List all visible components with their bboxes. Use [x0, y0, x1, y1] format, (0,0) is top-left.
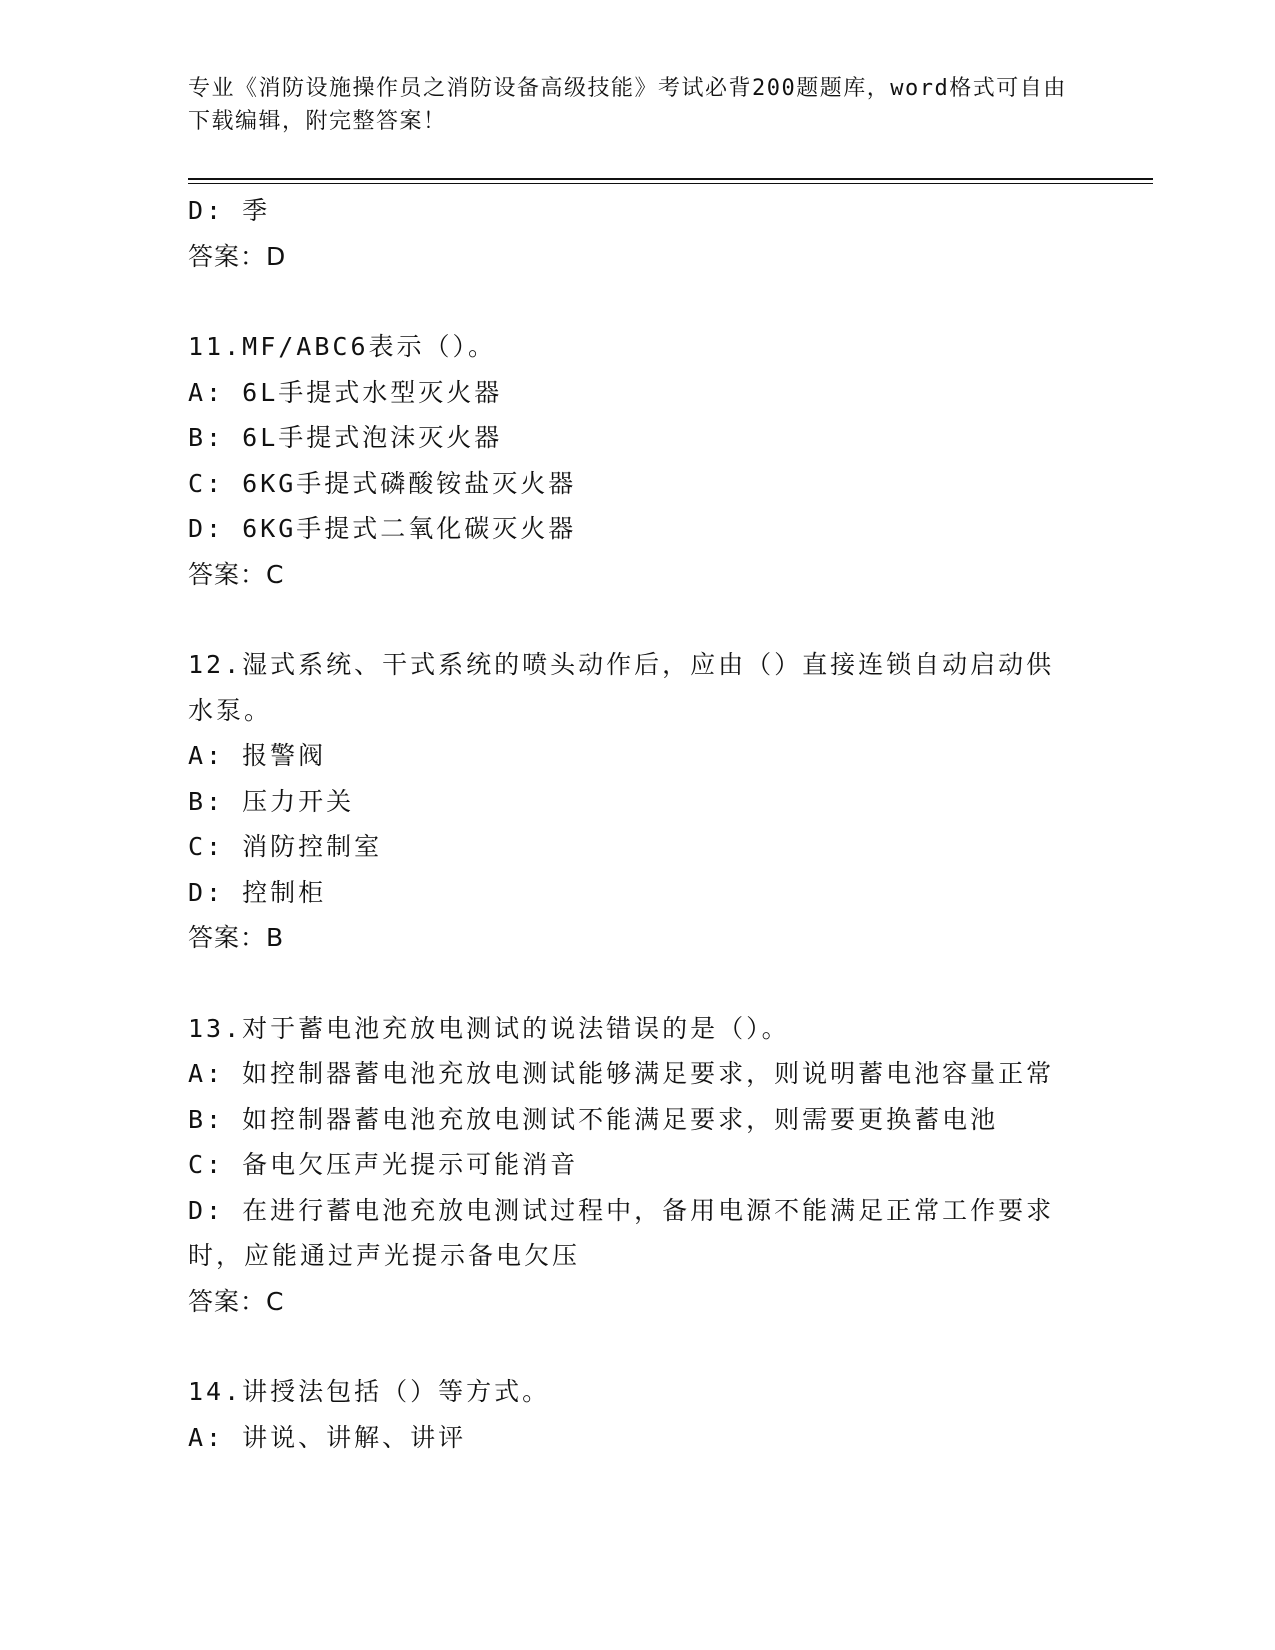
answer-line: 答案：B — [188, 923, 285, 952]
question-content — [188, 188, 1088, 1460]
option-d: D: 季 — [188, 196, 271, 225]
option-a: A: 6L手提式水型灭火器 — [188, 377, 503, 407]
option-c: C: 6KG手提式磷酸铵盐灭火器 — [188, 468, 577, 498]
question-11 — [188, 324, 1078, 597]
spacer — [188, 961, 1088, 1006]
option-a: A: 如控制器蓄电池充放电测试能够满足要求，则说明蓄电池容量正常 — [188, 1059, 1055, 1088]
question-stem: 12.湿式系统、干式系统的喷头动作后，应由（）直接连锁自动启动供水泵。 — [188, 650, 1055, 725]
spacer — [188, 597, 1088, 642]
option-b: B: 压力开关 — [188, 786, 355, 816]
answer-line: 答案：D — [188, 241, 287, 271]
spacer — [188, 279, 1088, 324]
option-c: C: 消防控制室 — [188, 832, 383, 861]
document-header: 专业《消防设施操作员之消防设备高级技能》考试必背200题题库，word格式可自由下载编辑，附完整答案！ — [188, 76, 1067, 134]
question-12 — [188, 642, 1078, 961]
option-a: A: 报警阀 — [188, 741, 327, 770]
option-b: B: 6L手提式泡沫灭火器 — [188, 423, 503, 452]
option-d: D: 6KG手提式二氧化碳灭火器 — [188, 514, 577, 543]
question-stem: 13.对于蓄电池充放电测试的说法错误的是（）。 — [188, 1013, 790, 1043]
option-b: B: 如控制器蓄电池充放电测试不能满足要求，则需要更换蓄电池 — [188, 1104, 999, 1134]
question-13 — [188, 1006, 1078, 1325]
header-divider-thick — [188, 178, 1153, 180]
question-14 — [188, 1369, 1078, 1460]
option-a: A: 讲说、讲解、讲评 — [188, 1422, 467, 1452]
answer-line: 答案：C — [188, 1286, 285, 1316]
question-stem: 11.MF/ABC6表示（）。 — [188, 332, 497, 361]
spacer — [188, 1324, 1088, 1369]
option-d: D: 在进行蓄电池充放电测试过程中，备用电源不能满足正常工作要求时，应能通过声光提示备电欠压 — [188, 1195, 1055, 1270]
header-divider-thin — [188, 183, 1153, 184]
answer-line: 答案：C — [188, 559, 285, 589]
previous-question-tail — [188, 188, 1078, 279]
question-stem: 14.讲授法包括（）等方式。 — [188, 1377, 551, 1406]
option-d: D: 控制柜 — [188, 877, 327, 907]
option-c: C: 备电欠压声光提示可能消音 — [188, 1150, 579, 1179]
